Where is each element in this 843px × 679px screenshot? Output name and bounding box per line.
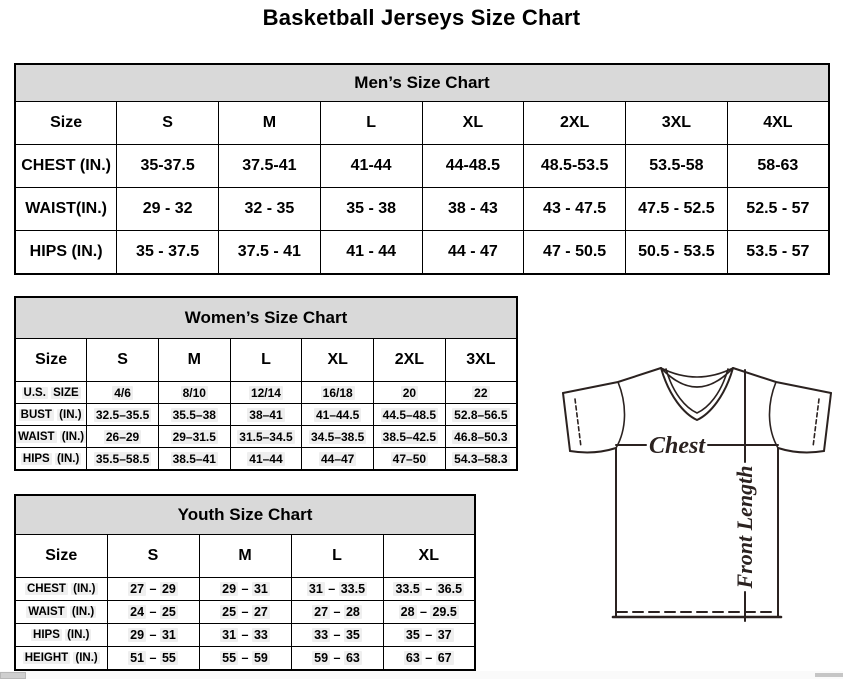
size-value: 43 - 47.5 (524, 188, 626, 231)
highlighted-value: U.S. (23, 386, 46, 399)
highlighted-value: 27 (314, 605, 329, 619)
size-value: 35 - 38 (320, 188, 422, 231)
highlighted-value: 29–31.5 (172, 429, 216, 444)
highlighted-value: 67 (437, 651, 452, 665)
size-value (87, 382, 159, 404)
size-value: 37.5 - 41 (219, 231, 321, 275)
size-column-s: S (87, 339, 159, 382)
highlighted-value: 38–41 (249, 407, 283, 422)
size-column-3xl: 3XL (445, 339, 517, 382)
highlighted-value: HIPS (33, 629, 60, 641)
horizontal-scrollbar-thumb-right[interactable] (815, 673, 843, 677)
table-title: Women’s Size Chart (15, 297, 517, 339)
size-value: 33.5 – 36.5 (383, 578, 475, 601)
highlighted-value: 47–50 (392, 451, 427, 466)
highlighted-value: (IN.) (67, 629, 90, 641)
size-value: 63 – 67 (383, 647, 475, 671)
collar-inner-v (666, 369, 728, 413)
highlighted-value: 31 (161, 628, 176, 642)
highlighted-value: 25 (222, 605, 237, 619)
size-value: 53.5 - 57 (727, 231, 829, 275)
jersey-diagram (554, 354, 843, 626)
row-label (15, 404, 87, 426)
highlighted-value: (IN.) (56, 452, 80, 465)
highlighted-value: 44–47 (320, 451, 355, 466)
size-header-row (15, 339, 517, 382)
size-column-xl: XL (383, 535, 475, 578)
size-value (230, 448, 302, 471)
size-column-label: Size (15, 102, 117, 145)
highlighted-value: 25 (161, 605, 176, 619)
left-sleeve-cuff-edge (563, 393, 570, 451)
highlighted-value: (IN.) (71, 606, 95, 618)
size-value (302, 448, 374, 471)
size-value (374, 448, 446, 471)
size-value (230, 426, 302, 448)
highlighted-value: 35.5–38 (172, 407, 216, 422)
highlighted-value: 37 (437, 628, 452, 642)
highlighted-value: 29 (161, 582, 176, 596)
size-column-l: L (291, 535, 383, 578)
highlighted-value: 33 (314, 628, 329, 642)
measurement-row (15, 647, 475, 671)
size-column-label: Size (15, 535, 107, 578)
size-column-2xl: 2XL (524, 102, 626, 145)
highlighted-value: 12/14 (250, 385, 281, 400)
highlighted-value: 36.5 (437, 582, 463, 596)
highlighted-value: 29 (130, 628, 145, 642)
highlighted-value: 46.8–50.3 (454, 429, 508, 444)
size-value: 28 – 29.5 (383, 601, 475, 624)
size-column-m: M (158, 339, 230, 382)
jersey-left-shoulder-line (563, 368, 661, 393)
highlighted-value: (IN.) (75, 652, 98, 664)
womens-size-table (14, 296, 518, 471)
measurement-row (15, 426, 517, 448)
left-armhole-seam (616, 382, 625, 448)
measurement-row (15, 624, 475, 647)
left-sleeve-under-edge (570, 448, 616, 452)
size-value (445, 382, 517, 404)
size-value: 24 – 25 (107, 601, 199, 624)
size-value (158, 404, 230, 426)
row-label (15, 624, 107, 647)
jersey-right-shoulder-line (733, 368, 831, 393)
size-value (445, 426, 517, 448)
row-label: CHEST (IN.) (15, 145, 117, 188)
youth-size-table (14, 494, 476, 671)
highlighted-value: 26–29 (105, 429, 140, 444)
highlighted-value: 31 (222, 628, 237, 642)
size-value: 27 – 29 (107, 578, 199, 601)
size-value: 47.5 - 52.5 (626, 188, 728, 231)
table-title-row (15, 297, 517, 339)
highlighted-value: 24 (130, 605, 145, 619)
size-value (230, 404, 302, 426)
horizontal-scrollbar-track[interactable] (0, 671, 843, 679)
table-title: Men’s Size Chart (15, 64, 829, 102)
right-sleeve-cuff-edge (824, 393, 831, 451)
highlighted-value: 55 (161, 651, 176, 665)
size-value: 59 – 63 (291, 647, 383, 671)
measurement-row (15, 404, 517, 426)
highlighted-value: 55 (222, 651, 237, 665)
size-value (87, 448, 159, 471)
highlighted-value: (IN.) (61, 430, 85, 443)
highlighted-value: 31 (253, 582, 268, 596)
table-title: Youth Size Chart (15, 495, 475, 535)
size-value: 35 – 37 (383, 624, 475, 647)
highlighted-value: 63 (405, 651, 420, 665)
size-value: 29 – 31 (107, 624, 199, 647)
size-column-m: M (199, 535, 291, 578)
mens-size-table (14, 63, 830, 275)
size-value: 44 - 47 (422, 231, 524, 275)
size-value (445, 448, 517, 471)
size-value: 55 – 59 (199, 647, 291, 671)
highlighted-value: 44.5–48.5 (382, 407, 437, 422)
row-label: HIPS (IN.) (15, 231, 117, 275)
size-value: 38 - 43 (422, 188, 524, 231)
highlighted-value: WAIST (18, 430, 55, 443)
size-value (374, 426, 446, 448)
size-column-l: L (320, 102, 422, 145)
size-column-label: Size (15, 339, 87, 382)
size-value: 47 - 50.5 (524, 231, 626, 275)
horizontal-scrollbar-thumb-left[interactable] (0, 672, 26, 679)
size-value: 29 – 31 (199, 578, 291, 601)
page-title: Basketball Jerseys Size Chart (262, 5, 581, 30)
row-label (15, 448, 87, 471)
right-armhole-seam (769, 382, 778, 448)
size-value: 41-44 (320, 145, 422, 188)
highlighted-value: 35 (345, 628, 360, 642)
size-value: 44-48.5 (422, 145, 524, 188)
size-value: 33 – 35 (291, 624, 383, 647)
size-value: 29 - 32 (117, 188, 219, 231)
highlighted-value: 29 (222, 582, 237, 596)
size-column-xl: XL (422, 102, 524, 145)
highlighted-value: BUST (20, 408, 52, 421)
size-column-l: L (230, 339, 302, 382)
size-value: 51 – 55 (107, 647, 199, 671)
highlighted-value: 20 (402, 385, 417, 400)
highlighted-value: 33.5 (395, 582, 420, 596)
highlighted-value: 41–44 (249, 451, 283, 466)
highlighted-value: 35 (405, 628, 420, 642)
size-value (302, 382, 374, 404)
highlighted-value: 31.5–34.5 (239, 429, 293, 444)
highlighted-value: 27 (130, 582, 145, 596)
size-value: 48.5-53.5 (524, 145, 626, 188)
highlighted-value: 34.5–38.5 (310, 429, 365, 444)
collar-back-curve (661, 368, 733, 377)
highlighted-value: 28 (400, 605, 415, 619)
size-value (302, 426, 374, 448)
size-value (158, 382, 230, 404)
highlighted-value: 38.5–41 (172, 451, 216, 466)
highlighted-value: 8/10 (182, 385, 206, 400)
highlighted-value: 4/6 (114, 385, 131, 400)
row-label (15, 426, 87, 448)
size-value (87, 404, 159, 426)
highlighted-value: 52.8–56.5 (454, 407, 508, 422)
measurement-row (15, 145, 829, 188)
highlighted-value: 22 (474, 385, 488, 400)
highlighted-value: (IN.) (73, 583, 96, 595)
highlighted-value: 27 (253, 605, 268, 619)
chest-label: Chest (648, 433, 706, 459)
highlighted-value: WAIST (28, 606, 65, 618)
size-column-3xl: 3XL (626, 102, 728, 145)
measurement-row (15, 578, 475, 601)
highlighted-value: 54.3–58.3 (454, 451, 508, 466)
size-column-2xl: 2XL (374, 339, 446, 382)
measurement-row (15, 601, 475, 624)
highlighted-value: 59 (314, 651, 329, 665)
highlighted-value: 51 (130, 651, 145, 665)
right-cuff-dash-line (813, 399, 819, 447)
size-value: 31 – 33.5 (291, 578, 383, 601)
highlighted-value: HEIGHT (24, 652, 69, 664)
table-title-row (15, 64, 829, 102)
highlighted-value: 29.5 (432, 605, 457, 619)
size-value: 35-37.5 (117, 145, 219, 188)
size-value: 41 - 44 (320, 231, 422, 275)
highlighted-value: SIZE (53, 386, 79, 399)
highlighted-value: 33 (253, 628, 268, 642)
size-value (158, 448, 230, 471)
highlighted-value: 41–44.5 (315, 407, 360, 422)
highlighted-value: 59 (253, 651, 268, 665)
size-value (158, 426, 230, 448)
front-length-label: Front Length (732, 465, 757, 589)
highlighted-value: 38.5–42.5 (382, 429, 437, 444)
size-value: 58-63 (727, 145, 829, 188)
size-column-s: S (107, 535, 199, 578)
size-value: 31 – 33 (199, 624, 291, 647)
row-label (15, 647, 107, 671)
row-label (15, 382, 87, 404)
size-value (230, 382, 302, 404)
size-column-m: M (219, 102, 321, 145)
right-sleeve-under-edge (778, 448, 824, 452)
size-value (374, 382, 446, 404)
highlighted-value: 16/18 (322, 385, 353, 400)
size-value: 27 – 28 (291, 601, 383, 624)
highlighted-value: 35.5–58.5 (95, 451, 150, 466)
highlighted-value: 32.5–35.5 (95, 407, 150, 422)
highlighted-value: 33.5 (340, 582, 366, 596)
highlighted-value: 63 (345, 651, 360, 665)
highlighted-value: (IN.) (59, 408, 82, 421)
row-label (15, 578, 107, 601)
left-cuff-dash-line (575, 399, 581, 447)
measurement-row (15, 382, 517, 404)
size-value: 25 – 27 (199, 601, 291, 624)
table-title-row (15, 495, 475, 535)
row-label: WAIST(IN.) (15, 188, 117, 231)
size-value: 52.5 - 57 (727, 188, 829, 231)
size-value: 50.5 - 53.5 (626, 231, 728, 275)
size-column-4xl: 4XL (727, 102, 829, 145)
highlighted-value: CHEST (26, 583, 66, 595)
highlighted-value: 28 (345, 605, 360, 619)
measurement-row (15, 448, 517, 471)
size-value (374, 404, 446, 426)
size-header-row (15, 535, 475, 578)
row-label (15, 601, 107, 624)
size-header-row (15, 102, 829, 145)
size-column-s: S (117, 102, 219, 145)
size-value: 53.5-58 (626, 145, 728, 188)
size-column-xl: XL (302, 339, 374, 382)
size-value: 32 - 35 (219, 188, 321, 231)
size-value (87, 426, 159, 448)
size-value: 35 - 37.5 (117, 231, 219, 275)
measurement-row (15, 188, 829, 231)
size-value (445, 404, 517, 426)
highlighted-value: 31 (308, 582, 323, 596)
measurement-row (15, 231, 829, 275)
highlighted-value: HIPS (22, 452, 50, 465)
size-value (302, 404, 374, 426)
size-value: 37.5-41 (219, 145, 321, 188)
